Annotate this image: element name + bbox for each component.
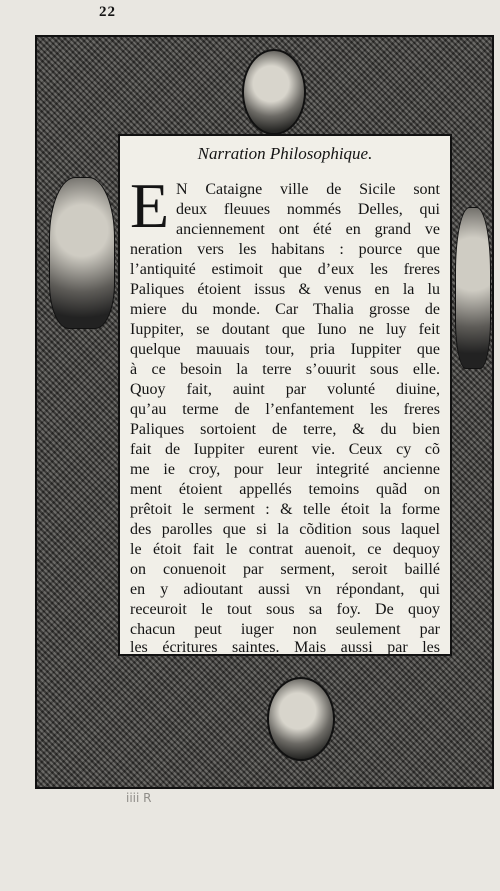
text-line: fait de Iuppiter eurent vie. Ceux cy cõ bbox=[130, 441, 440, 458]
text-line: Paliques étoient issus & venus en la lu bbox=[130, 281, 440, 298]
text-line: miere du monde. Car Thalia grosse de bbox=[130, 301, 440, 318]
text-line: on conuenoit par serment, seroit baillé bbox=[130, 561, 440, 578]
text-line: receuroit le tout sous sa foy. De quoy bbox=[130, 601, 440, 618]
text-line: Paliques sortoient de terre, & du bien bbox=[130, 421, 440, 438]
text-line: Iuppiter, se doutant que Iuno ne luy feit bbox=[130, 321, 440, 338]
text-line: ment étoient appellés temoins quãd on bbox=[130, 481, 440, 498]
left-figure-ornament bbox=[49, 177, 115, 329]
text-line: à ce besoin la terre s’ouurit sous elle. bbox=[130, 361, 440, 378]
text-line: anciennement ont été en grand ve bbox=[176, 221, 440, 238]
page-number: 22 bbox=[99, 4, 116, 20]
bottom-mask-ornament bbox=[267, 677, 335, 761]
text-line: Quoy fait, auint par volunté diuine, bbox=[130, 381, 440, 398]
text-panel bbox=[118, 134, 452, 656]
text-line: quelque mauuais tour, pria Iuppiter que bbox=[130, 341, 440, 358]
text-line: les écritures saintes. Mais aussi par les bbox=[130, 639, 440, 656]
bottom-ornament-band bbox=[37, 657, 492, 787]
section-title: Narration Philosophique. bbox=[197, 144, 373, 163]
right-figure-ornament bbox=[455, 207, 491, 369]
text-line: qu’au terme de l’enfantement les freres bbox=[130, 401, 440, 418]
text-line: N Cataigne ville de Sicile sont bbox=[176, 181, 440, 198]
text-line: en y adioutant aussi vn répondant, qui bbox=[130, 581, 440, 598]
footer-marks: iiii R bbox=[126, 791, 152, 805]
grotesque-mask-ornament bbox=[242, 49, 306, 135]
text-line: chacun peut iuger non seulement par bbox=[130, 621, 440, 638]
text-line: le étoit fait le contrat auenoit, ce dequoy bbox=[130, 541, 440, 558]
text-line: prêtoit le serment : & telle étoit la forme bbox=[130, 501, 440, 518]
drop-cap: E bbox=[130, 170, 170, 241]
text-line: l’antiquité estimoit que d’eux les freres bbox=[130, 261, 440, 278]
text-line: me ie croy, pour leur integrité ancienne bbox=[130, 461, 440, 478]
text-line: des parolles que si la cõdition sous laquel bbox=[130, 521, 440, 538]
text-line: neration vers les habitans : pource que bbox=[130, 241, 440, 258]
text-line: deux fleuues nommés Delles, qui bbox=[176, 201, 440, 218]
